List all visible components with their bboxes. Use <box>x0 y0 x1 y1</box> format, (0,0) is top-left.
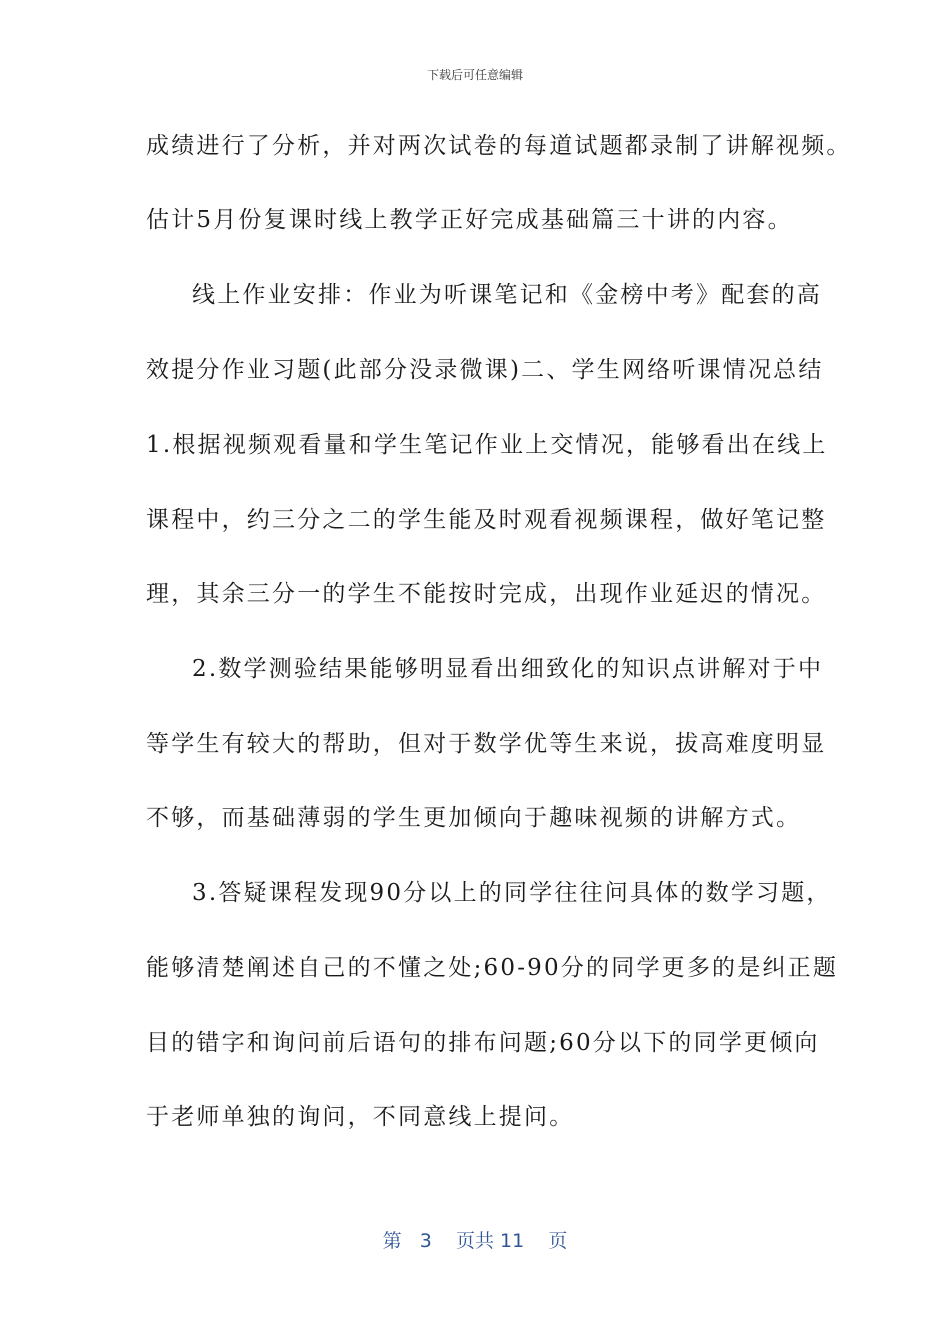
footer-prefix: 第 <box>382 1230 402 1252</box>
body-line-4: 效提分作业习题(此部分没录微课)二、学生网络听课情况总结 <box>146 357 824 383</box>
page-header: 下载后可任意编辑 <box>426 68 523 82</box>
body-line-10: 不够，而基础薄弱的学生更加倾向于趣味视频的讲解方式。 <box>146 805 802 831</box>
footer-middle: 页共 <box>455 1230 494 1252</box>
footer-current-page: 3 <box>419 1230 432 1252</box>
body-line-7: 理，其余三分一的学生不能按时完成，出现作业延迟的情况。 <box>146 581 827 607</box>
page-footer <box>0 1226 950 1253</box>
body-line-1: 成绩进行了分析，并对两次试卷的每道试题都录制了讲解视频。 <box>146 133 852 159</box>
footer-suffix: 页 <box>548 1230 568 1252</box>
body-line-11: 3.答疑课程发现90分以上的同学往往问具体的数学习题， <box>192 880 832 906</box>
body-line-13: 目的错字和询问前后语句的排布问题;60分以下的同学更倾向 <box>146 1030 820 1056</box>
body-line-14: 于老师单独的询问，不同意线上提问。 <box>146 1104 575 1130</box>
body-line-2: 估计5月份复课时线上教学正好完成基础篇三十讲的内容。 <box>146 207 793 233</box>
body-line-9: 等学生有较大的帮助，但对于数学优等生来说，拔高难度明显 <box>146 731 827 757</box>
body-line-12: 能够清楚阐述自己的不懂之处;60-90分的同学更多的是纠正题 <box>146 955 839 981</box>
body-line-6: 课程中，约三分之二的学生能及时观看视频课程，做好笔记整 <box>146 507 827 533</box>
footer-total-pages: 11 <box>500 1230 525 1252</box>
body-line-5: 1.根据视频观看量和学生笔记作业上交情况，能够看出在线上 <box>146 432 828 458</box>
body-line-3: 线上作业安排：作业为听课笔记和《金榜中考》配套的高 <box>192 282 822 308</box>
body-line-8: 2.数学测验结果能够明显看出细致化的知识点讲解对于中 <box>192 656 824 682</box>
